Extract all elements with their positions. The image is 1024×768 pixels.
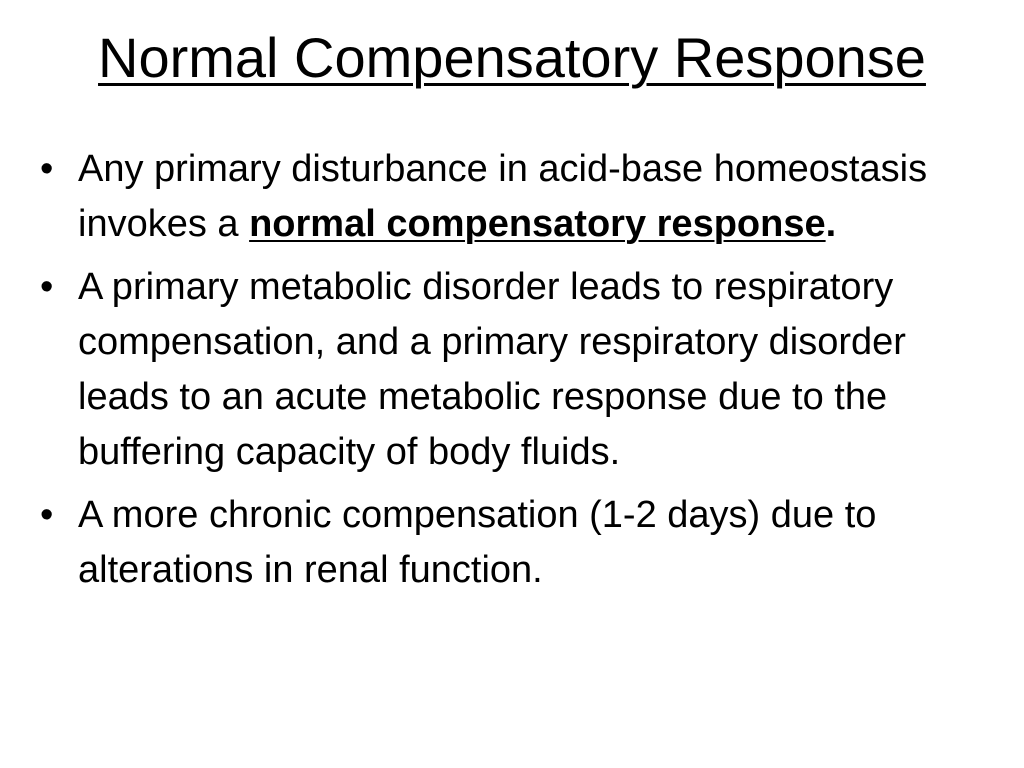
bullet-1-period: . xyxy=(825,203,837,245)
bullet-item-3 xyxy=(40,488,1000,598)
bullet-item-1 xyxy=(40,142,1000,252)
bullet-icon: • xyxy=(40,148,54,190)
bullet-list xyxy=(40,142,1000,606)
bullet-item-2 xyxy=(40,260,1000,480)
bullet-icon: • xyxy=(40,494,54,536)
bullet-3-text: A more chronic compensation (1-2 days) due to alterations in renal function. xyxy=(78,494,877,591)
bullet-1-text: Any primary disturbance in acid-base homeostasis invokes a xyxy=(78,148,928,245)
slide-title: Normal Compensatory Response xyxy=(98,26,926,89)
bullet-1-emphasis: normal compensatory response xyxy=(249,203,826,245)
bullet-icon: • xyxy=(40,266,54,308)
bullet-2-text: A primary metabolic disorder leads to respiratory compensation, and a primary respiratory disorder leads to an acute metabolic response due to the buffering capacity of body fluids. xyxy=(78,266,906,473)
